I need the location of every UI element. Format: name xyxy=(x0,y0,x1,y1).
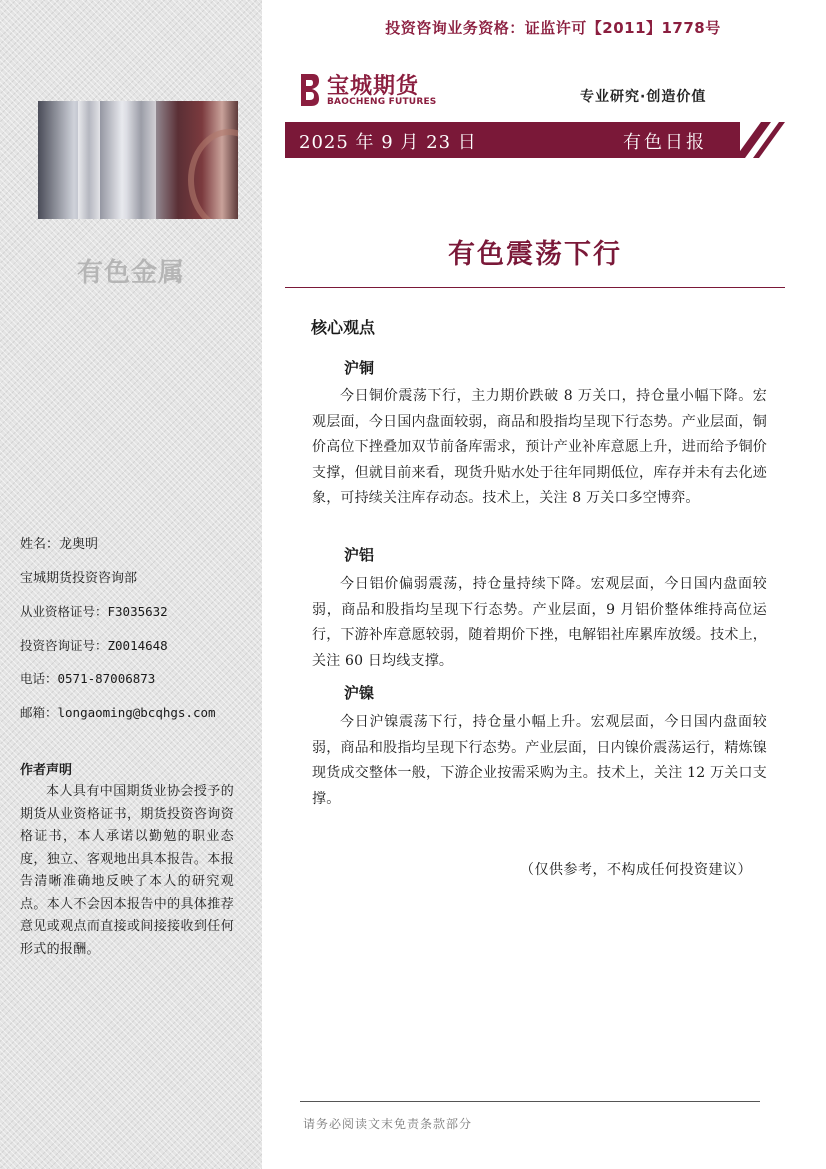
author-statement: 本人具有中国期货业协会授予的期货从业资格证书，期货投资咨询资格证书，本人承诺以勤勉的职业态度，独立、客观地出具本报告。本报告清晰准确地反映了本人的研究观点。本人不会因本报告中的具体推荐意见或观点而直接或间接接收到任何形式的报酬。 xyxy=(20,784,234,957)
footer-divider xyxy=(300,1101,760,1102)
copper-paragraph: 今日铜价震荡下行，主力期价跌破 8 万关口，持仓量小幅下降。宏观层面，今日国内盘面较弱，商品和股指均呈现下行态势。产业层面，铜价高位下挫叠加双节前备库需求，预计产业补库意愿上升，进而给予铜价支撑，但就目前来看，现货升贴水处于往年同期低位，库存并未有去化迹象，可持续关注库存动态。技术上，关注 8 万关口多空博弈。 xyxy=(312,388,767,506)
aluminum-paragraph: 今日铝价偏弱震荡，持仓量持续下降。宏观层面，今日国内盘面较弱，商品和股指均呈现下行态势。产业层面，9 月铝价整体维持高位运行，下游补库意愿较弱，随着期价下挫，电解铝社库累库放缓。技术上，关注 60 日均线支撑。 xyxy=(312,576,767,669)
report-type: 有色日报 xyxy=(623,132,707,153)
nickel-paragraph: 今日沪镍震荡下行，持仓量小幅上升。宏观层面，今日国内盘面较弱，商品和股指均呈现下行态势。产业层面，日内镍价震荡运行，精炼镍现货成交整体一般，下游企业按需采购为主。技术上，关注 12 万关口支撑。 xyxy=(312,714,767,807)
analyst-consulting-cert: 投资咨询证号：Z0014648 xyxy=(20,637,168,653)
analyst-qualification: 从业资格证号：F3035632 xyxy=(20,604,168,619)
nickel-heading: 沪镍 xyxy=(344,684,375,702)
analyst-department: 宝城期货投资咨询部 xyxy=(20,570,138,586)
analyst-phone: 电话：0571-87006873 xyxy=(20,671,156,686)
report-date: 2025 年 9 月 23 日 xyxy=(299,132,477,153)
band-stripes-icon xyxy=(705,122,785,158)
logo-mark-icon xyxy=(297,72,321,108)
slogan: 专业研究·创造价值 xyxy=(580,89,707,105)
date-band xyxy=(285,122,785,158)
analyst-email: 邮箱：longaoming@bcqhgs.com xyxy=(20,704,216,720)
author-statement-title: 作者声明 xyxy=(20,763,73,778)
title-divider xyxy=(285,287,785,288)
report-title: 有色震荡下行 xyxy=(448,239,622,270)
license-line: 投资咨询业务资格：证监许可【2011】1778号 xyxy=(385,19,721,37)
cover-photo xyxy=(38,101,238,219)
company-logo xyxy=(297,72,437,116)
logo-text-cn: 宝城期货 xyxy=(327,74,420,99)
footer-note: 请务必阅读文末免责条款部分 xyxy=(303,1117,473,1131)
disclaimer: （仅供参考，不构成任何投资建议） xyxy=(520,862,752,878)
analyst-info xyxy=(20,528,252,729)
category-label: 有色金属 xyxy=(76,258,185,288)
aluminum-heading: 沪铝 xyxy=(344,546,375,564)
analyst-name: 姓名：龙奥明 xyxy=(20,537,99,552)
logo-text-en: BAOCHENG FUTURES xyxy=(327,97,437,107)
copper-heading: 沪铜 xyxy=(344,359,375,377)
core-view-heading: 核心观点 xyxy=(311,318,376,337)
sidebar xyxy=(0,0,262,1169)
